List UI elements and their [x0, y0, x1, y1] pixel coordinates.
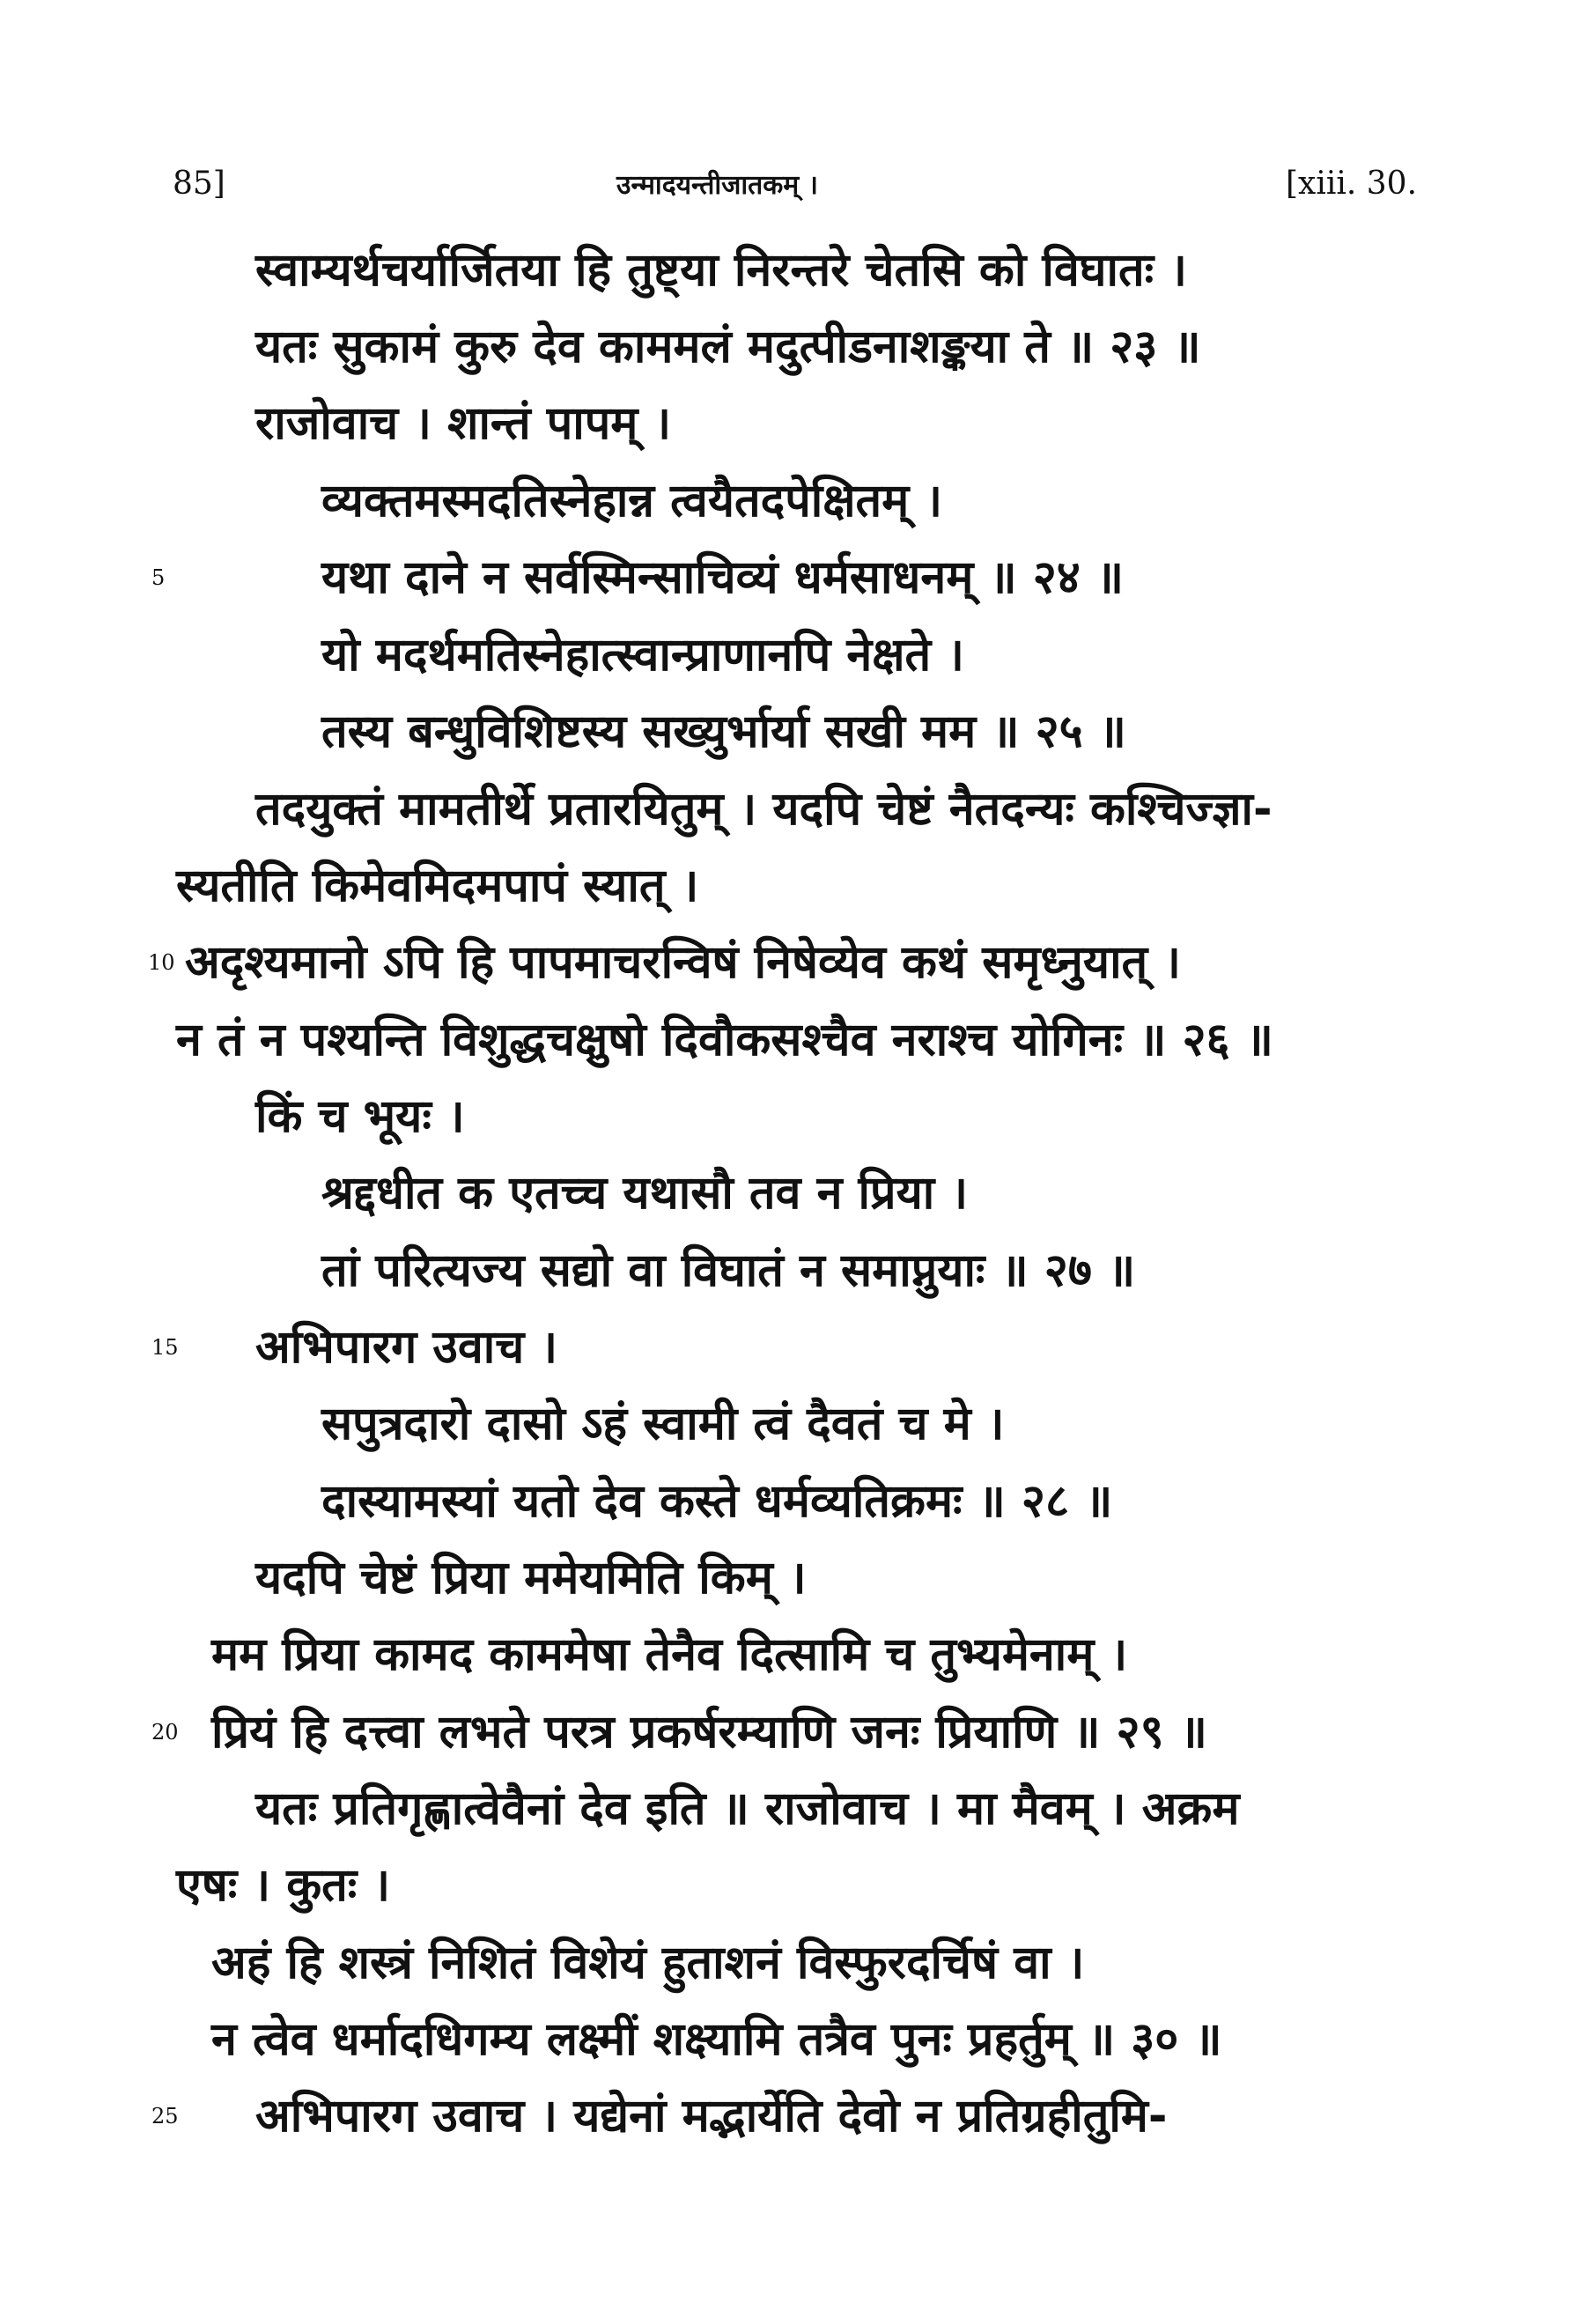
line-number: 10 [148, 950, 175, 975]
text-line: तदयुक्तं मामतीर्थे प्रतारयितुम् । यदपि चेष्टं नैतदन्यः कश्चिज्ज्ञा- [255, 783, 1272, 836]
text-line: यदपि चेष्टं प्रिया ममेयमिति किम् । [255, 1552, 807, 1605]
verse-reference: [xiii. 30. [1286, 166, 1418, 202]
text-line: प्रियं हि दत्त्वा लभते परत्र प्रकर्षरम्याणि जनः प्रियाणि ॥ २९ ॥ [211, 1706, 1207, 1759]
text-line: व्यक्तमस्मदतिस्नेहान्न त्वयैतदपेक्षितम् । [321, 475, 943, 528]
text-line: एषः । कुतः । [176, 1859, 391, 1912]
text-line: श्रद्दधीत क एतच्च यथासौ तव न प्रिया । [321, 1167, 969, 1220]
text-line: अभिपारग उवाच । यद्येनां मद्भार्येति देवो न प्रतिग्रहीतुमि- [255, 2090, 1168, 2143]
text-line: स्यतीति किमेवमिदमपापं स्यात् । [176, 860, 699, 912]
line-number: 25 [151, 2104, 179, 2128]
text-line: राजोवाच । शान्तं पापम् । [255, 397, 672, 450]
text-line: अहं हि शस्त्रं निशितं विशेयं हुताशनं विस्फुरदर्चिषं वा । [211, 1937, 1085, 1989]
text-line: सपुत्रदारो दासो ऽहं स्वामी त्वं दैवतं च मे । [321, 1398, 1005, 1450]
page-number: 85] [173, 166, 225, 202]
line-number: 20 [151, 1720, 179, 1745]
text-line: दास्यामस्यां यतो देव कस्ते धर्मव्यतिक्रमः ॥ २८ ॥ [321, 1475, 1113, 1528]
text-line: किं च भूयः । [255, 1090, 465, 1143]
text-line: स्वाम्यर्थचर्यार्जितया हि तुष्ट्या निरन्तरे चेतसि को विघातः । [255, 244, 1187, 297]
text-line: तस्य बन्धुविशिष्टस्य सख्युर्भार्या सखी मम ॥ २५ ॥ [321, 705, 1126, 758]
text-line: यतः सुकामं कुरु देव काममलं मदुत्पीडनाशङ्कया ते ॥ २३ ॥ [255, 321, 1201, 373]
text-line: न त्वेव धर्मादधिगम्य लक्ष्मीं शक्ष्यामि तत्रैव पुनः प्रहर्तुम् ॥ ३० ॥ [211, 2013, 1222, 2066]
text-line: न तं न पश्यन्ति विशुद्धचक्षुषो दिवौकसश्चैव नराश्च योगिनः ॥ २६ ॥ [176, 1014, 1273, 1066]
running-header [0, 166, 1586, 210]
line-number: 5 [151, 565, 166, 590]
text-line: अभिपारग उवाच । [255, 1321, 558, 1374]
text-line: यो मदर्थमतिस्नेहात्स्वान्प्राणानपि नेक्षते । [321, 629, 964, 682]
text-line: तां परित्यज्य सद्यो वा विघातं न समाप्नुयाः ॥ २७ ॥ [321, 1244, 1136, 1297]
running-title: उन्मादयन्तीजातकम् । [616, 170, 819, 201]
text-line: यतः प्रतिगृह्णात्वेवैनां देव इति ॥ राजोवाच । मा मैवम् । अक्रम [255, 1782, 1240, 1835]
text-line: अदृश्यमानो ऽपि हि पापमाचरन्विषं निषेव्येव कथं समृध्नुयात् । [185, 936, 1182, 989]
text-line: यथा दाने न सर्वस्मिन्साचिव्यं धर्मसाधनम् ॥ २४ ॥ [321, 551, 1125, 604]
text-line: मम प्रिया कामद काममेषा तेनैव दित्सामि च तुभ्यमेनाम् । [211, 1628, 1128, 1681]
line-number: 15 [151, 1335, 179, 1360]
